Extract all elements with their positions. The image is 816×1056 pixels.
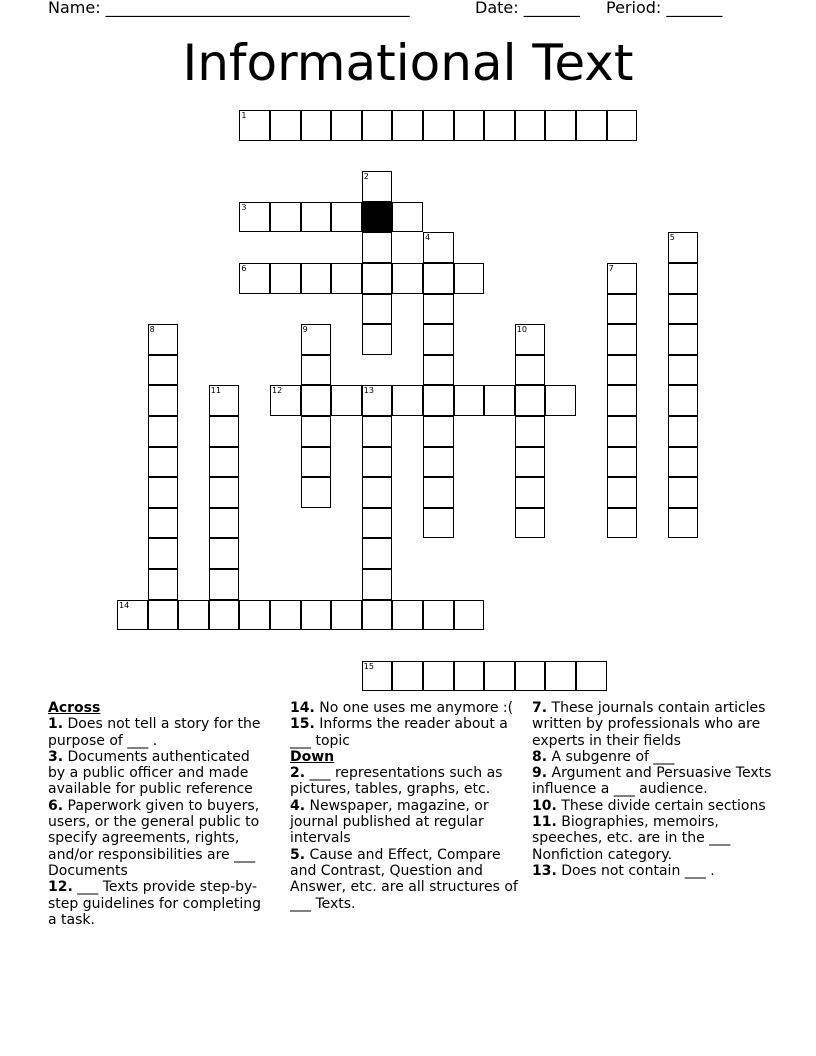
grid-cell[interactable] (239, 600, 270, 631)
grid-cell[interactable] (270, 202, 301, 233)
grid-cell[interactable] (607, 477, 638, 508)
grid-cell[interactable] (148, 508, 179, 539)
grid-cell[interactable] (301, 202, 332, 233)
clue-number: 10 (516, 325, 527, 335)
grid-cell[interactable] (423, 263, 454, 294)
grid-cell[interactable] (270, 263, 301, 294)
grid-cell[interactable] (607, 355, 638, 386)
clue-item (48, 879, 270, 928)
clue-number: 3 (241, 202, 247, 212)
grid-cell[interactable] (178, 600, 209, 631)
grid-cell[interactable] (484, 661, 515, 692)
grid-cell[interactable] (668, 477, 699, 508)
grid-cell[interactable] (515, 385, 546, 416)
clue-number: 15 (363, 661, 374, 671)
grid-cell[interactable] (392, 263, 423, 294)
grid-cell[interactable] (392, 202, 423, 233)
grid-cell[interactable] (209, 569, 240, 600)
grid-cell[interactable] (209, 447, 240, 478)
grid-cell[interactable] (607, 447, 638, 478)
grid-cell[interactable] (362, 508, 393, 539)
grid-cell[interactable] (362, 416, 393, 447)
clue-text: Argument and Persuasive Texts influence a ___ audience. (532, 765, 772, 798)
grid-cell[interactable] (392, 110, 423, 141)
grid-cell[interactable] (270, 110, 301, 141)
across-clue-list-continued (290, 700, 526, 749)
clue-text: Does not tell a story for the purpose of ___ . (48, 716, 261, 749)
clue-number-label: 11. (532, 814, 557, 831)
grid-cell[interactable] (515, 661, 546, 692)
clue-number-label: 1. (48, 716, 64, 733)
clue-number-label: 5. (290, 846, 306, 863)
clue-text: Paperwork given to buyers, users, or the general public to specify agreements, rights, and/or responsibilities are ___ Documents (48, 797, 260, 879)
grid-cell[interactable] (148, 569, 179, 600)
grid-cell[interactable] (454, 600, 485, 631)
grid-cell[interactable] (301, 447, 332, 478)
grid-cell[interactable] (668, 355, 699, 386)
page-title: Informational Text (182, 34, 634, 92)
grid-cell[interactable] (607, 416, 638, 447)
grid-cell[interactable] (576, 661, 607, 692)
grid-cell[interactable] (362, 538, 393, 569)
grid-cell[interactable] (545, 661, 576, 692)
clue-item (48, 798, 270, 879)
grid-cell[interactable] (362, 294, 393, 325)
clue-number: 11 (210, 386, 221, 396)
grid-cell[interactable] (423, 447, 454, 478)
clue-number: 4 (425, 233, 431, 243)
clue-number: 14 (119, 600, 130, 610)
grid-cell[interactable] (607, 508, 638, 539)
clue-number-label: 15. (290, 716, 315, 733)
clue-item (290, 716, 526, 749)
grid-cell[interactable] (392, 385, 423, 416)
grid-cell[interactable] (362, 447, 393, 478)
clue-text: Cause and Effect, Compare and Contrast, Question and Answer, etc. are all structures of ___ Texts. (290, 846, 518, 912)
grid-cell[interactable] (668, 324, 699, 355)
grid-cell[interactable] (362, 324, 393, 355)
grid-cell[interactable] (454, 661, 485, 692)
clue-number-label: 3. (48, 748, 64, 765)
down-clue-list-continued (532, 700, 772, 879)
grid-cell[interactable] (209, 416, 240, 447)
clue-number-label: 8. (532, 748, 548, 765)
grid-cell[interactable] (423, 385, 454, 416)
grid-cell[interactable] (301, 263, 332, 294)
clue-item (290, 700, 526, 716)
grid-cell[interactable] (301, 355, 332, 386)
grid-cell[interactable] (484, 110, 515, 141)
name-field[interactable]: Name: ______________________________________ (48, 0, 410, 17)
date-field[interactable]: Date: _______ (475, 0, 580, 17)
grid-cell[interactable] (148, 600, 179, 631)
grid-cell[interactable] (270, 600, 301, 631)
grid-cell[interactable] (148, 538, 179, 569)
grid-cell[interactable] (423, 508, 454, 539)
grid-cell[interactable] (454, 263, 485, 294)
grid-cell[interactable] (515, 477, 546, 508)
clue-text: ___ representations such as pictures, tables, graphs, etc. (290, 765, 503, 798)
grid-cell[interactable] (515, 110, 546, 141)
clue-number: 13 (363, 386, 374, 396)
clue-text: No one uses me anymore :( (314, 700, 514, 716)
across-clue-list (48, 716, 270, 928)
grid-cell[interactable] (668, 385, 699, 416)
clue-number-label: 4. (290, 797, 306, 814)
grid-cell[interactable] (668, 416, 699, 447)
grid-cell[interactable] (668, 294, 699, 325)
clue-number: 7 (608, 264, 614, 273)
clue-number-label: 12. (48, 879, 73, 896)
grid-cell[interactable] (148, 385, 179, 416)
grid-cell[interactable] (576, 110, 607, 141)
grid-cell[interactable] (515, 447, 546, 478)
grid-cell[interactable] (362, 263, 393, 294)
grid-cell[interactable] (362, 232, 393, 263)
clue-number-label: 13. (532, 862, 557, 879)
clue-item (532, 749, 772, 765)
clue-number: 2 (363, 172, 369, 182)
clue-number: 1 (241, 111, 247, 120)
down-clue-list (290, 765, 526, 912)
grid-cell[interactable] (423, 355, 454, 386)
clue-text: Documents authenticated by a public officer and made available for public reference (48, 748, 253, 798)
clue-number-label: 6. (48, 797, 64, 814)
clue-item (290, 765, 526, 798)
grid-cell[interactable] (454, 385, 485, 416)
grid-cell[interactable] (301, 416, 332, 447)
clue-number-label: 7. (532, 700, 548, 716)
grid-cell[interactable] (607, 294, 638, 325)
clue-number: 6 (241, 264, 247, 273)
grid-cell[interactable] (515, 355, 546, 386)
grid-cell[interactable] (607, 385, 638, 416)
grid-cell[interactable] (515, 416, 546, 447)
clue-item (532, 765, 772, 798)
grid-cell[interactable] (209, 538, 240, 569)
clue-item (290, 847, 526, 912)
grid-cell[interactable] (301, 600, 332, 631)
grid-cell[interactable] (362, 600, 393, 631)
grid-cell[interactable] (148, 477, 179, 508)
clues-column-3 (532, 700, 772, 879)
grid-cell[interactable] (484, 385, 515, 416)
clue-number: 12 (272, 386, 283, 396)
grid-cell[interactable] (148, 355, 179, 386)
grid-cell-blocked (362, 202, 393, 233)
clue-number: 5 (669, 233, 675, 243)
grid-cell[interactable] (209, 477, 240, 508)
clues-column-2 (290, 700, 526, 912)
clue-item (532, 814, 772, 863)
grid-cell[interactable] (545, 110, 576, 141)
grid-cell[interactable] (454, 110, 485, 141)
grid-cell[interactable] (668, 447, 699, 478)
clue-text: Does not contain ___ . (556, 862, 715, 879)
grid-cell[interactable] (423, 477, 454, 508)
clue-number-label: 14. (290, 700, 315, 716)
grid-cell[interactable] (423, 416, 454, 447)
grid-cell[interactable] (668, 263, 699, 294)
grid-cell[interactable] (209, 600, 240, 631)
grid-cell[interactable] (301, 110, 332, 141)
clue-number-label: 10. (532, 797, 557, 814)
grid-cell[interactable] (331, 110, 362, 141)
grid-cell[interactable] (392, 600, 423, 631)
grid-cell[interactable] (148, 447, 179, 478)
across-heading: Across (48, 700, 101, 716)
clue-number-label: 9. (532, 765, 548, 782)
grid-cell[interactable] (331, 385, 362, 416)
clue-text: These divide certain sections (556, 797, 766, 814)
clue-number-label: 2. (290, 765, 306, 782)
clue-item (48, 716, 270, 749)
grid-cell[interactable] (392, 661, 423, 692)
grid-cell[interactable] (423, 110, 454, 141)
clue-text: A subgenre of ___ (547, 748, 675, 765)
period-field[interactable]: Period: _______ (606, 0, 723, 17)
clue-text: ___ Texts provide step-by-step guidelines for completing a task. (48, 879, 262, 928)
clue-number: 8 (149, 325, 155, 335)
grid-cell[interactable] (668, 508, 699, 539)
clue-text: Newspaper, magazine, or journal published at regular intervals (290, 797, 489, 847)
grid-cell[interactable] (301, 477, 332, 508)
grid-cell[interactable] (331, 600, 362, 631)
clue-text: Biographies, memoirs, speeches, etc. are in the ___ Nonfiction category. (532, 814, 731, 863)
grid-cell[interactable] (423, 600, 454, 631)
grid-cell[interactable] (362, 569, 393, 600)
grid-cell[interactable] (301, 385, 332, 416)
down-heading: Down (290, 748, 335, 765)
grid-cell[interactable] (607, 324, 638, 355)
grid-cell[interactable] (362, 477, 393, 508)
grid-cell[interactable] (209, 508, 240, 539)
clue-item (532, 798, 772, 814)
clue-item (532, 863, 772, 879)
grid-cell[interactable] (515, 508, 546, 539)
grid-cell[interactable] (331, 263, 362, 294)
clue-text: Informs the reader about a ___ topic (290, 716, 508, 749)
clue-number: 9 (302, 325, 308, 335)
grid-cell[interactable] (423, 324, 454, 355)
clues-column-1 (48, 700, 270, 928)
grid-cell[interactable] (331, 202, 362, 233)
grid-cell[interactable] (362, 110, 393, 141)
grid-cell[interactable] (607, 110, 638, 141)
grid-cell[interactable] (148, 416, 179, 447)
clue-text: These journals contain articles written by professionals who are experts in their fields (532, 700, 766, 749)
clue-item (48, 749, 270, 798)
clue-item (290, 798, 526, 847)
grid-cell[interactable] (423, 294, 454, 325)
clue-item (532, 700, 772, 749)
grid-cell[interactable] (423, 661, 454, 692)
grid-cell[interactable] (545, 385, 576, 416)
